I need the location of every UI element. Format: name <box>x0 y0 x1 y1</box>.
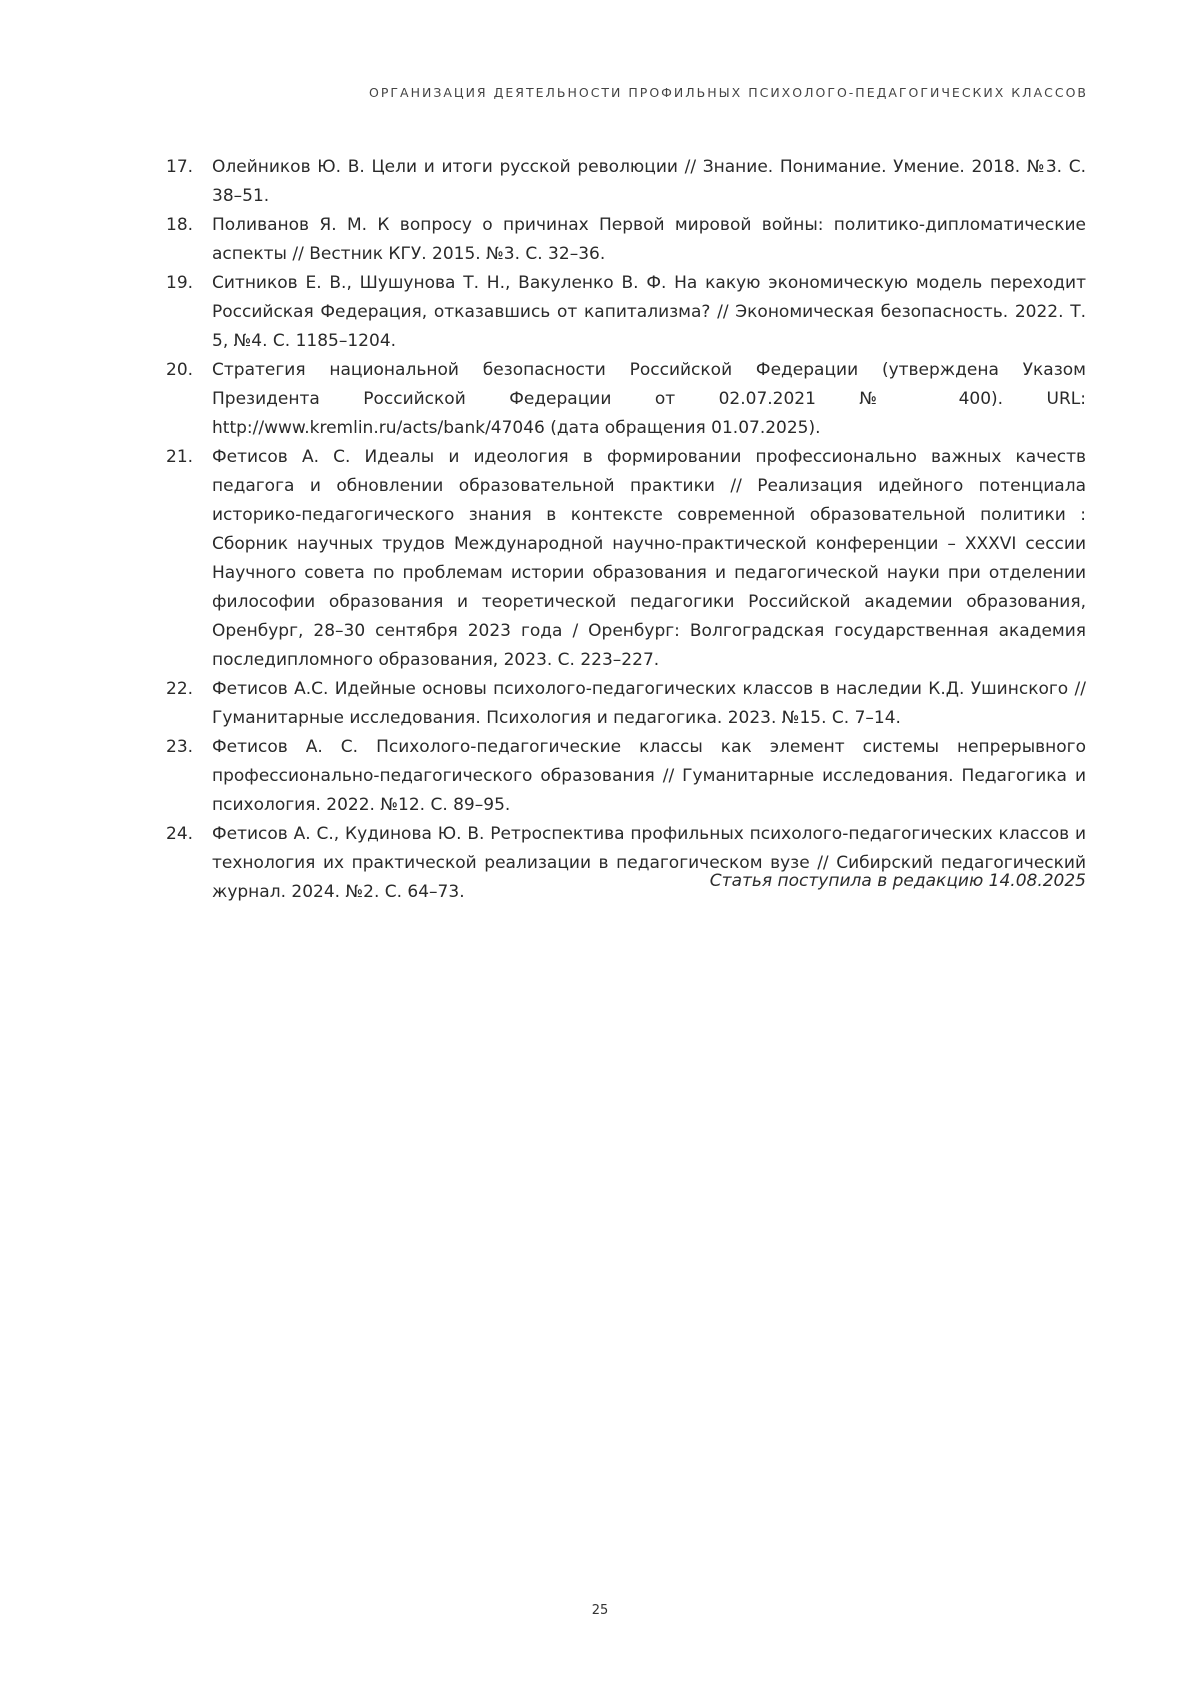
reference-item <box>166 675 1086 733</box>
reference-text: Ситников Е. В., Шушунова Т. Н., Вакуленко В. Ф. На какую экономическую модель переходит Российская Федерация, отказавшись от капитализма? // Экономическая безопасность. 2022. Т. 5, №4. С. 1185–1204. <box>212 273 1086 351</box>
reference-list <box>166 153 1086 907</box>
reference-item <box>166 733 1086 820</box>
reference-number: 19. <box>166 273 194 293</box>
reference-number: 22. <box>166 679 194 699</box>
reference-text: Фетисов А. С. Психолого-педагогические классы как элемент системы непрерывного профессионально-педагогического образования // Гуманитарные исследования. Педагогика и психология. 2022. №12. С. 89–95. <box>212 737 1086 815</box>
reference-text: Олейников Ю. В. Цели и итоги русской революции // Знание. Понимание. Умение. 2018. №3. С. 38–51. <box>212 157 1086 206</box>
reference-item <box>166 820 1086 907</box>
reference-text: Стратегия национальной безопасности Российской Федерации (утверждена Указом Президента Российской Федерации от 02.07.2021 № 400). URL: http://www.kremlin.ru/acts/bank/47046 (дата обращения 01.07.2025). <box>212 360 1086 438</box>
reference-item <box>166 443 1086 675</box>
reference-text: Поливанов Я. М. К вопросу о причинах Первой мировой войны: политико-дипломатические аспекты // Вестник КГУ. 2015. №3. С. 32–36. <box>212 215 1086 264</box>
reference-item <box>166 269 1086 356</box>
reference-number: 21. <box>166 447 194 467</box>
reference-text: Фетисов А.С. Идейные основы психолого-педагогических классов в наследии К.Д. Ушинского // Гуманитарные исследования. Психология и педагогика. 2023. №15. С. 7–14. <box>212 679 1086 728</box>
reference-item <box>166 211 1086 269</box>
reference-text: Фетисов А. С. Идеалы и идеология в формировании профессионально важных качеств педагога и обновлении образовательной практики // Реализация идейного потенциала историко-педагогического знания в контексте современной образовательной политики : Сборник научных трудов Международной научно-практической конференции – XXXVI сессии Научного совета по проблемам истории образования и педагогической науки при отделении философии образования и теоретической педагогики Российской академии образования, Оренбург, 28–30 сентября 2023 года / Оренбург: Волгоградская государственная академия последипломного образования, 2023. С. 223–227. <box>212 447 1086 670</box>
reference-number: 24. <box>166 824 194 844</box>
reference-item <box>166 153 1086 211</box>
article-received-note: Статья поступила в редакцию 14.08.2025 <box>709 871 1086 891</box>
reference-number: 17. <box>166 157 194 177</box>
reference-number: 18. <box>166 215 194 235</box>
page-number: 25 <box>591 1603 609 1618</box>
running-header: ОРГАНИЗАЦИЯ ДЕЯТЕЛЬНОСТИ ПРОФИЛЬНЫХ ПСИХОЛОГО-ПЕДАГОГИЧЕСКИХ КЛАССОВ <box>369 85 1088 100</box>
reference-item <box>166 356 1086 443</box>
reference-text: Фетисов А. С., Кудинова Ю. В. Ретроспектива профильных психолого-педагогических классов и технология их практической реализации в педагогическом вузе // Сибирский педагогический журнал. 2024. №2. С. 64–73. <box>212 824 1086 902</box>
reference-number: 20. <box>166 360 194 380</box>
reference-number: 23. <box>166 737 194 757</box>
